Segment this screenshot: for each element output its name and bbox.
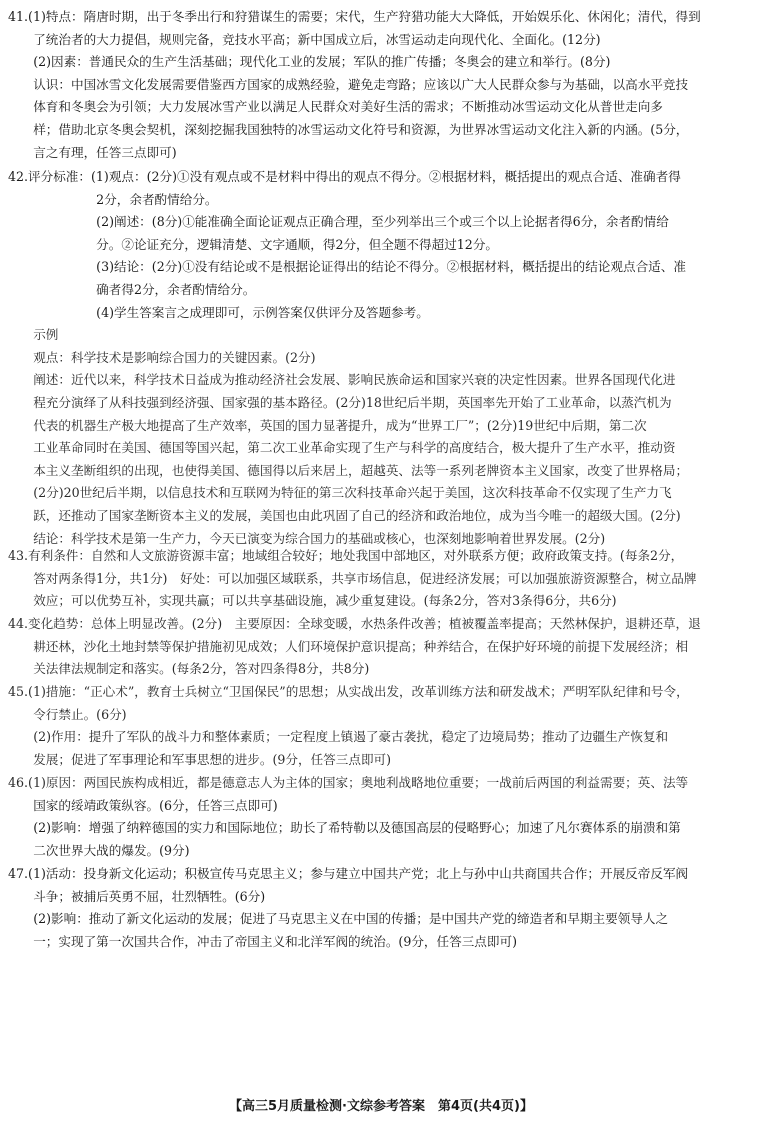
answer-line: 43.有利条件：自然和人文旅游资源丰富；地域组合较好；地处我国中部地区，对外联系方便；政府政策支持。(每条2分，: [8, 548, 684, 563]
answer-line: 47.(1)活动：投身新文化运动；积极宣传马克思主义；参与建立中国共产党；北上与孙中山共商国共合作；开展反帝反军阀: [8, 866, 689, 881]
scoring-line: 分。②论证充分，逻辑清楚、文字通顺，得2分，但全题不得超过12分。: [8, 236, 499, 252]
answer-line: 耕还林，沙化土地封禁等保护措施初见成效；人们环境保护意识提高；种养结合，在保护好环境的前提下发展经济；相: [8, 638, 689, 654]
answer-line: (2)作用：提升了军队的战斗力和整体素质；一定程度上镇遏了豪古袭扰，稳定了边境局势；推动了边疆生产恢复和: [8, 729, 669, 745]
answer-43: [8, 545, 752, 613]
answer-line: 45.(1)措施：“正心术”，教育士兵树立“卫国保民”的思想；从实战出发，改革训练方法和研发战术；严明军队纪律和号令，: [8, 684, 689, 699]
answer-41: [8, 6, 752, 164]
answer-line: (2)因素：普通民众的生产生活基础；现代化工业的发展；军队的推广传播；冬奥会的建立和举行。(8分): [8, 54, 611, 70]
scoring-line: 2分，余者酌情给分。: [8, 191, 218, 207]
scoring-line: (3)结论：(2分)①没有结论或不是根据论证得出的结论不得分。②根据材料，概括提出的结论观点合适、准: [8, 259, 686, 275]
answer-45: [8, 681, 752, 771]
example-line: 阐述：近代以来，科学技术日益成为推动经济社会发展、影响民族命运和国家兴衰的决定性因素。世界各国现代化进: [8, 372, 676, 388]
answer-line: 了统治者的大力提倡，规则完备，竞技水平高；新中国成立后，冰雪运动走向现代化、全面化。(12分): [8, 31, 601, 47]
answer-42: [8, 166, 752, 550]
example-line: 代表的机器生产极大地提高了生产效率，英国的国力显著提升，成为“世界工厂”；(2分)19世纪中后期，第二次: [8, 417, 647, 433]
answer-line: 体育和冬奥会为引领；大力发展冰雪产业以满足人民群众对美好生活的需求；不断推动冰雪运动文化从普世走向多: [8, 99, 663, 115]
scoring-line: (4)学生答案言之成理即可，示例答案仅供评分及答题参考。: [8, 304, 429, 320]
example-line: 观点：科学技术是影响综合国力的关键因素。(2分): [8, 349, 316, 365]
answer-line: 关法律法规制定和落实。(每条2分，答对四条得8分，共8分): [8, 661, 370, 677]
scoring-line: 确者得2分，余者酌情给分。: [8, 281, 256, 297]
example-line: 本主义垄断组织的出现，也使得美国、德国得以后来居上，超越英、法等一系列老牌资本主义国家，改变了世界格局；: [8, 462, 689, 478]
answer-line: 发展；促进了军事理论和军事思想的进步。(9分，任答三点即可): [8, 751, 392, 767]
example-line: 程充分演绎了从科技强到经济强、国家强的基本路径。(2分)18世纪后半期，英国率先开始了工业革命，以蒸汽机为: [8, 394, 672, 410]
example-line: 跃，还推动了国家垄断资本主义的发展，美国也由此巩固了自己的经济和政治地位，成为当今唯一的超级大国。(2分): [8, 507, 681, 523]
answer-line: 国家的绥靖政策纵容。(6分，任答三点即可): [8, 797, 278, 813]
answer-line: 认识：中国冰雪文化发展需要借鉴西方国家的成熟经验，避免走弯路；应该以广大人民群众参与为基础，以高水平竞技: [8, 76, 689, 92]
answer-line: (2)影响：增强了纳粹德国的实力和国际地位；助长了希特勒以及德国高层的侵略野心；加速了凡尔赛体系的崩溃和第: [8, 820, 681, 836]
answer-line: 41.(1)特点：隋唐时期，出于冬季出行和狩猎谋生的需要；宋代，生产狩猎功能大大降低，开始娱乐化、休闲化；清代，得到: [8, 9, 701, 24]
scoring-line: (2)阐述：(8分)①能准确全面论证观点正确合理，至少列举出三个或三个以上论据者得6分，余者酌情给: [8, 214, 669, 230]
answer-47: [8, 863, 752, 953]
answer-line: 令行禁止。(6分): [8, 706, 127, 722]
answer-44: [8, 613, 752, 681]
example-line: (2分)20世纪后半期，以信息技术和互联网为特征的第三次科技革命兴起于美国，这次科技革命不仅实现了生产力飞: [8, 485, 672, 501]
example-line: 工业革命同时在美国、德国等国兴起，第二次工业革命实现了生产与科学的高度结合，极大提升了生产水平，推动资: [8, 440, 676, 456]
page-footer: 【高三5月质量检测·文综参考答案 第4页(共4页)】: [229, 1099, 533, 1114]
example-line: 结论：科学技术是第一生产力，今天已演变为综合国力的基础或核心，也深刻地影响着世界发展。(2分): [8, 530, 606, 546]
answer-line: 样；借助北京冬奥会契机，深刻挖掘我国独特的冰雪运动文化符号和资源，为世界冰雪运动文化注入新的内涵。(5分，: [8, 121, 689, 137]
answer-line: 46.(1)原因：两国民族构成相近，都是德意志人为主体的国家；奥地利战略地位重要；一战前后两国的利益需要；英、法等: [8, 775, 689, 790]
answer-line: 言之有理，任答三点即可): [8, 144, 177, 160]
answer-46: [8, 772, 752, 862]
answer-line: 斗争；被捕后英勇不屈，壮烈牺牲。(6分): [8, 888, 266, 904]
answer-line: (2)影响：推动了新文化运动的发展；促进了马克思主义在中国的传播；是中国共产党的缔造者和早期主要领导人之: [8, 911, 669, 927]
example-heading: 示例: [8, 327, 59, 343]
answer-line: 二次世界大战的爆发。(9分): [8, 842, 190, 858]
answer-line: 一；实现了第一次国共合作，冲击了帝国主义和北洋军阀的统治。(9分，任答三点即可): [8, 933, 517, 949]
answer-line: 答对两条得1分，共1分) 好处：可以加强区域联系，共享市场信息，促进经济发展；可以加强旅游资源整合，树立品牌: [8, 570, 697, 586]
answer-line: 44.变化趋势：总体上明显改善。(2分) 主要原因：全球变暖，水热条件改善；植被覆盖率提高；天然林保护，退耕还草，退: [8, 616, 701, 631]
scoring-line: 42.评分标准：(1)观点：(2分)①没有观点或不是材料中得出的观点不得分。②根据材料，概括提出的观点合适、准确者得: [8, 169, 681, 184]
answer-line: 效应；可以优势互补，实现共赢；可以共享基础设施，减少重复建设。(每条2分，答对3条得6分，共6分): [8, 593, 617, 609]
